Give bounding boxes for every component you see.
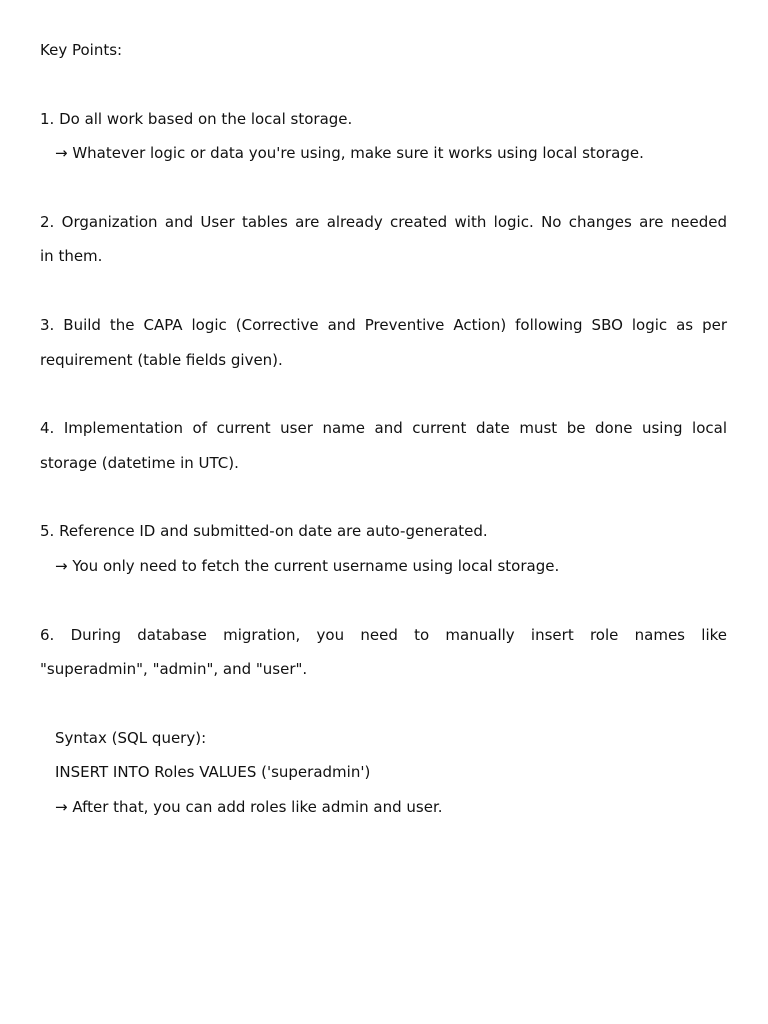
point-6-line-1: 6. During database migration, you need to manually insert role names like [40, 625, 727, 644]
point-5 [40, 521, 727, 590]
spacer [40, 178, 727, 212]
point-1-line-1: 1. Do all work based on the local storage. [40, 109, 353, 128]
spacer [40, 487, 727, 521]
spacer [40, 590, 727, 624]
point-2 [40, 212, 727, 281]
point-6 [40, 625, 727, 694]
spacer [40, 384, 727, 418]
point-3-line-2: requirement (table fields given). [40, 350, 283, 369]
document-heading: Key Points: [40, 41, 123, 59]
point-4-line-1: 4. Implementation of current user name and current date must be done using local [40, 419, 727, 438]
point-1 [40, 109, 727, 178]
sql-query: INSERT INTO Roles VALUES ('superadmin') [55, 763, 371, 782]
point-2-line-2: in them. [40, 247, 103, 266]
point-1-note: → Whatever logic or data you're using, make sure it works using local storage. [55, 144, 644, 163]
document-page [40, 40, 727, 831]
point-4 [40, 418, 727, 487]
point-3 [40, 315, 727, 384]
syntax-block [40, 728, 727, 831]
spacer [40, 74, 727, 108]
point-3-line-1: 3. Build the CAPA logic (Corrective and Preventive Action) following SBO logic as per [40, 316, 727, 335]
point-5-line-1: 5. Reference ID and submitted-on date are auto-generated. [40, 522, 488, 541]
spacer [40, 693, 727, 727]
point-5-note: → You only need to fetch the current username using local storage. [55, 556, 560, 575]
point-2-line-1: 2. Organization and User tables are already created with logic. No changes are needed [40, 212, 727, 231]
syntax-label: Syntax (SQL query): [55, 728, 207, 747]
point-4-line-2: storage (datetime in UTC). [40, 453, 239, 472]
spacer [40, 281, 727, 315]
point-6-line-2: "superadmin", "admin", and "user". [40, 660, 308, 679]
syntax-note: → After that, you can add roles like admin and user. [55, 797, 443, 816]
